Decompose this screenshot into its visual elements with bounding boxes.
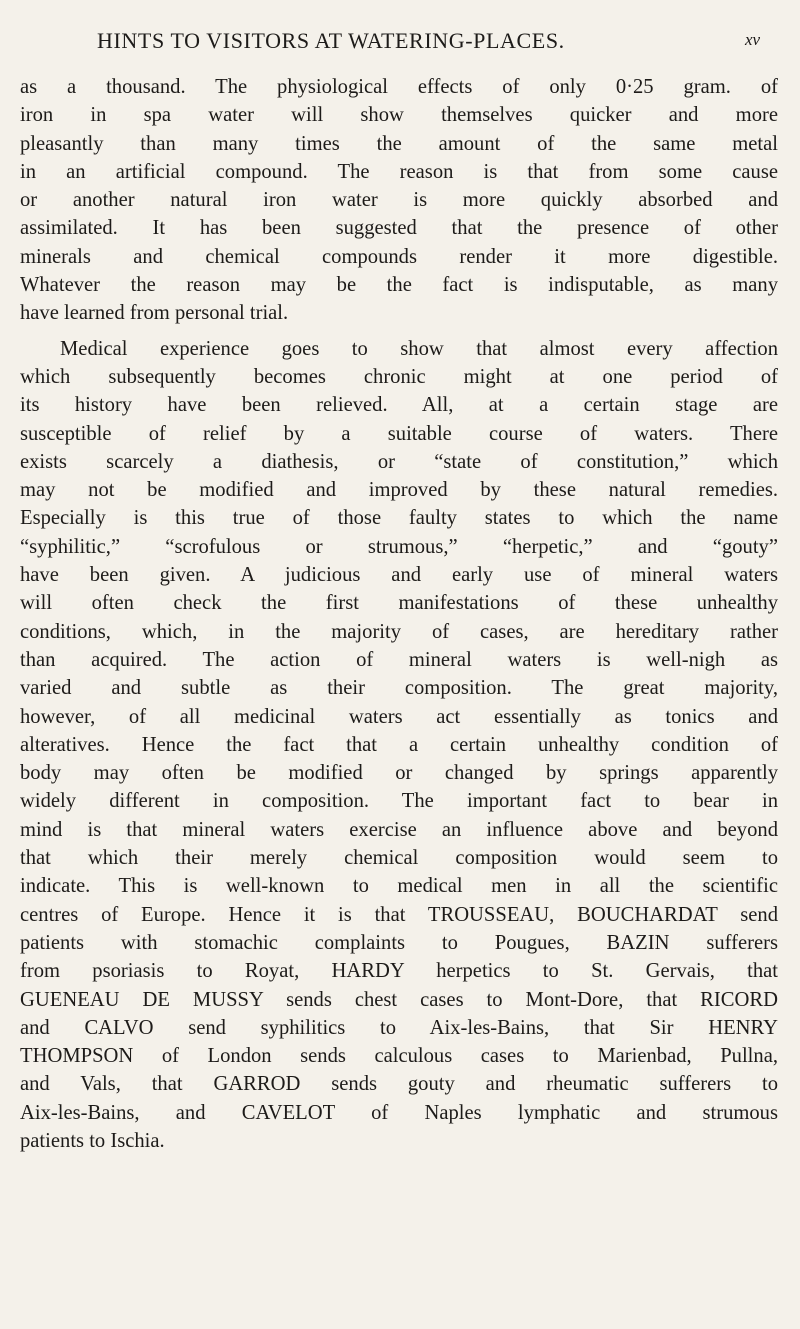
text-line: have learned from personal trial. xyxy=(20,302,289,325)
text-line: or another natural iron water is more quickly absorbed and xyxy=(20,189,778,212)
text-line: its history have been relieved. All, at a certain stage are xyxy=(20,394,778,417)
text-line: will often check the first manifestations of these unhealthy xyxy=(20,592,778,615)
text-line: have been given. A judicious and early use of mineral waters xyxy=(20,564,778,587)
text-line: as a thousand. The physiological effects of only 0·25 gram. of xyxy=(20,76,778,98)
text-line: indicate. This is well-known to medical men in all the scientific xyxy=(20,875,778,898)
text-line: widely different in composition. The important fact to bear in xyxy=(20,790,778,813)
text-line: minerals and chemical compounds render it more digestible. xyxy=(20,245,778,268)
text-line: patients to Ischia. xyxy=(20,1129,165,1152)
text-line: pleasantly than many times the amount of the same metal xyxy=(20,132,778,155)
text-line: and CALVO send syphilitics to Aix-les-Bains, that Sir HENRY xyxy=(20,1016,778,1039)
text-line: which subsequently becomes chronic might at one period of xyxy=(20,365,778,388)
text-line: centres of Europe. Hence it is that TROUSSEAU, BOUCHARDAT send xyxy=(20,903,778,926)
text-line: Aix-les-Bains, and CAVELOT of Naples lymphatic and strumous xyxy=(20,1101,778,1124)
text-line: from psoriasis to Royat, HARDY herpetics to St. Gervais, that xyxy=(20,960,778,983)
text-line: conditions, which, in the majority of cases, are hereditary rather xyxy=(20,620,778,643)
running-title: HINTS TO VISITORS AT WATERING-PLACES. xyxy=(97,28,565,53)
text-line: that which their merely chemical composition would seem to xyxy=(20,847,778,870)
page-body xyxy=(20,73,778,1155)
page-number: xv xyxy=(745,30,761,49)
text-line: susceptible of relief by a suitable course of waters. There xyxy=(20,422,778,445)
text-line: “syphilitic,” “scrofulous or strumous,” “herpetic,” and “gouty” xyxy=(20,535,778,558)
text-line: mind is that mineral waters exercise an influence above and beyond xyxy=(20,818,778,841)
text-line: Whatever the reason may be the fact is indisputable, as many xyxy=(20,274,778,297)
text-line: varied and subtle as their composition. The great majority, xyxy=(20,677,778,700)
text-line: however, of all medicinal waters act essentially as tonics and xyxy=(20,705,778,728)
running-head xyxy=(0,20,800,60)
text-line: Medical experience goes to show that almost every affection xyxy=(60,337,778,360)
text-line: GUENEAU DE MUSSY sends chest cases to Mont-Dore, that RICORD xyxy=(20,988,778,1011)
paragraph-1 xyxy=(20,73,778,328)
text-line: body may often be modified or changed by springs apparently xyxy=(20,762,778,785)
text-line: may not be modified and improved by these natural remedies. xyxy=(20,479,778,502)
text-line: patients with stomachic complaints to Pougues, BAZIN sufferers xyxy=(20,931,778,954)
text-line: THOMPSON of London sends calculous cases to Marienbad, Pullna, xyxy=(20,1045,778,1068)
text-line: exists scarcely a diathesis, or “state of constitution,” which xyxy=(20,450,778,473)
text-line: and Vals, that GARROD sends gouty and rheumatic sufferers to xyxy=(20,1073,778,1096)
text-line: assimilated. It has been suggested that the presence of other xyxy=(20,217,778,240)
text-line: in an artificial compound. The reason is that from some cause xyxy=(20,160,778,183)
text-line: than acquired. The action of mineral waters is well-nigh as xyxy=(20,648,778,671)
text-line: alteratives. Hence the fact that a certain unhealthy condition of xyxy=(20,733,778,756)
paragraph-2 xyxy=(20,335,778,1156)
text-line: iron in spa water will show themselves quicker and more xyxy=(20,104,778,127)
text-line: Especially is this true of those faulty states to which the name xyxy=(20,507,778,530)
